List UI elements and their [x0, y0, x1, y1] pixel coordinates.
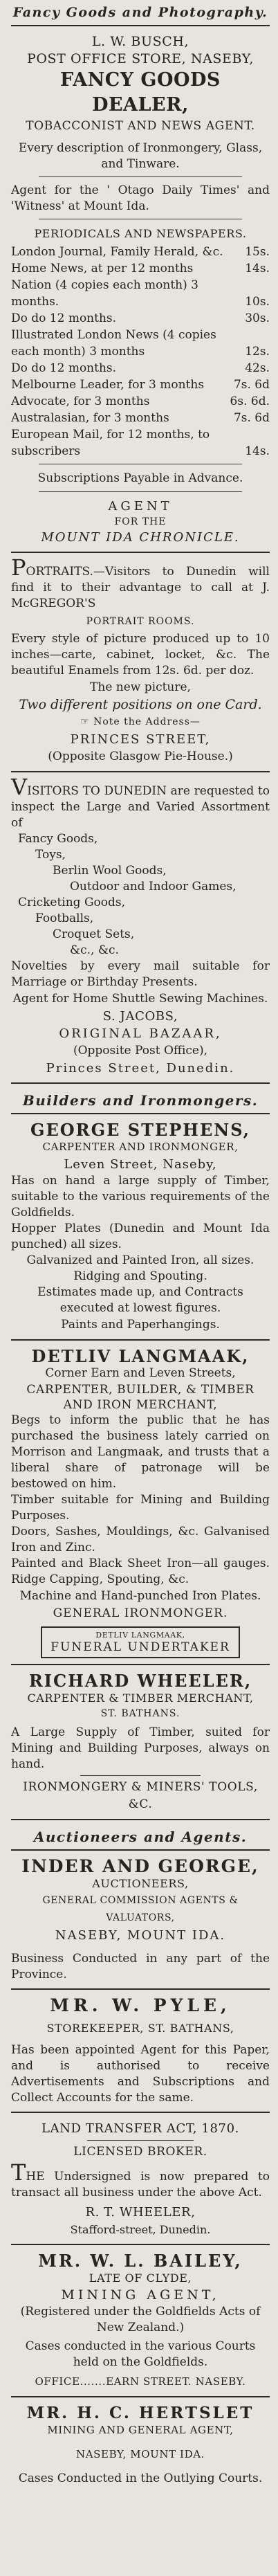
goods-item: Berlin Wool Goods,: [53, 864, 167, 878]
wheeler-name: RICHARD WHEELER,: [28, 1671, 252, 1691]
inder-title: AUCTIONEERS,: [92, 1877, 189, 1890]
mcgregor-advertisement: [11, 554, 270, 765]
busch-advertisement: [11, 33, 270, 546]
divider: [87, 2140, 194, 2141]
hertslet-advertisement: [11, 2404, 270, 2487]
stephens-body-5: Paints and Paperhangings.: [61, 1318, 220, 1332]
price-value: 30s.: [245, 311, 270, 325]
inder-body: Business Conducted in any part of the Province.: [11, 1952, 270, 1981]
stephens-body-3: Galvanized and Painted Iron, all sizes. Ridging and Spouting.: [26, 1253, 254, 1283]
stephens-body-4: Estimates made up, and Contracts executed at lowest figures.: [37, 1285, 243, 1315]
langmaak-name: DETLIV LANGMAAK,: [31, 1346, 250, 1366]
price-value: 12s.: [245, 345, 270, 359]
for-the-label: FOR THE: [114, 516, 167, 527]
price-row: [11, 310, 270, 327]
langmaak-general: GENERAL IRONMONGER.: [53, 1606, 228, 1620]
bailey-body: Cases conducted in the various Courts held on the Goldfields.: [25, 2339, 256, 2369]
mcgregor-note: ☞ Note the Address—: [80, 716, 201, 727]
busch-dealer: FANCY GOODS DEALER,: [60, 69, 221, 116]
wheeler-tools: IRONMONGERY & MINERS' TOOLS, &C.: [23, 1780, 258, 1811]
langmaak-body-1: Begs to inform the public that he has purchased the business lately carried on Morrison and Langmaak, and trusts that a liberal share of patronage will be bestowed on him.: [11, 1413, 270, 1491]
price-item: Australasian, for 3 months: [11, 411, 169, 425]
funeral-box-title: FUNERAL UNDERTAKER: [50, 1640, 230, 1654]
divider: [11, 1819, 270, 1820]
wheeler-trade: CARPENTER & TIMBER MERCHANT,: [27, 1691, 254, 1705]
price-item: Advocate, for 3 months: [11, 394, 150, 408]
divider: [11, 1988, 270, 1990]
price-value: 14s.: [245, 262, 270, 275]
stephens-advertisement: [11, 1121, 270, 1334]
mcgregor-new-picture: The new picture,: [90, 680, 191, 694]
inder-place: NASEBY, MOUNT IDA.: [55, 1928, 226, 1943]
goods-item: Toys,: [35, 848, 66, 862]
hertslet-trade: MINING AND GENERAL AGENT,: [47, 2424, 234, 2436]
price-value: 10s.: [245, 295, 270, 309]
mcgregor-body: Every style of picture produced up to 10 inches—carte, cabinet, locket, &c. The beautiful Enamels from 12s. 6d. per doz.: [11, 632, 270, 678]
langmaak-address: Corner Earn and Leven Streets,: [45, 1366, 236, 1380]
pyle-body: Has been appointed Agent for this Paper, and is authorised to receive Advertisements and Subscriptions and Collect Accounts for the same.: [11, 2043, 270, 2105]
stephens-trade: CARPENTER AND IRONMONGER,: [42, 1141, 239, 1153]
price-row: [11, 244, 270, 260]
langmaak-body-5: Machine and Hand-punched Iron Plates.: [19, 1589, 261, 1603]
jacobs-advertisement: [11, 774, 270, 1077]
price-value: 7s. 6d: [233, 378, 270, 392]
price-row: [11, 393, 270, 410]
price-item: European Mail, for 12 months, to subscribers: [11, 428, 210, 458]
price-item: Nation (4 copies each month) 3 months.: [11, 278, 198, 309]
pyle-trade: STOREKEEPER, ST. BATHANS,: [46, 2022, 234, 2035]
mcgregor-heading: PORTRAITS.—Visitors to Dunedin will find it to their advantage to call at J. McGREGOR'S: [11, 554, 270, 610]
busch-name: L. W. BUSCH,: [91, 34, 189, 49]
section-header-fancy-goods: Fancy Goods and Photography.: [12, 5, 268, 20]
hertslet-name: MR. H. C. HERTSLET: [26, 2404, 254, 2422]
chronicle-title: MOUNT IDA CHRONICLE.: [41, 530, 240, 545]
stephens-name: GEORGE STEPHENS,: [30, 1120, 251, 1140]
divider: [11, 1849, 270, 1851]
periodicals-heading: PERIODICALS AND NEWSPAPERS.: [34, 227, 247, 240]
jacobs-agent: Agent for Home Shuttle Sewing Machines.: [12, 992, 268, 1006]
pyle-name: MR. W. PYLE,: [50, 1995, 231, 2015]
price-row: [11, 410, 270, 426]
inder-desc: GENERAL COMMISSION AGENTS & VALUATORS,: [42, 1895, 239, 1923]
wheeler-place: ST. BATHANS.: [100, 1708, 180, 1719]
divider: [11, 25, 270, 26]
price-item: Do do 12 months.: [11, 361, 117, 375]
hertslet-place: NASEBY, MOUNT IDA.: [76, 2448, 205, 2460]
land-broker: LICENSED BROKER.: [73, 2145, 207, 2159]
price-item: Illustrated London News (4 copies each month) 3 months: [11, 328, 216, 359]
stephens-body-1: Has on hand a large supply of Timber, suitable to the various requirements of the Goldfields.: [11, 1174, 270, 1219]
jacobs-address: Princes Street, Dunedin.: [46, 1061, 235, 1076]
price-item: Home News, at per 12 months: [11, 262, 194, 275]
busch-ironmongery: Every description of Ironmongery, Glass, and Tinware.: [18, 141, 263, 171]
price-value: 14s.: [245, 444, 270, 458]
land-transfer-advertisement: [11, 2120, 270, 2238]
mcgregor-street: PRINCES STREET,: [70, 732, 211, 747]
langmaak-body-2: Timber suitable for Mining and Building Purposes.: [11, 1493, 270, 1523]
price-row: [11, 360, 270, 377]
goods-item: Cricketing Goods,: [18, 896, 126, 909]
section-header-auctioneers: Auctioneers and Agents.: [33, 1829, 248, 1845]
periodicals-price-list: [11, 244, 270, 460]
price-row: [11, 377, 270, 393]
langmaak-advertisement: [11, 1348, 270, 1658]
busch-store: POST OFFICE STORE, NASEBY,: [26, 51, 254, 66]
mcgregor-opposite: (Opposite Glasgow Pie-House.): [48, 750, 233, 763]
mcgregor-positions: Two different positions on one Card.: [19, 697, 262, 712]
price-item: Melbourne Leader, for 3 months: [11, 378, 205, 392]
funeral-box-name: DETLIV LANGMAAK,: [95, 1631, 185, 1640]
langmaak-body-3: Doors, Sashes, Mouldings, &c. Galvanised Iron and Zinc.: [11, 1525, 270, 1554]
price-item: Do do 12 months.: [11, 311, 117, 325]
goods-item: &c., &c.: [70, 943, 119, 957]
divider: [11, 1664, 270, 1665]
bailey-advertisement: [11, 2252, 270, 2391]
bailey-trade: MINING AGENT,: [61, 2287, 220, 2303]
bailey-reg: (Registered under the Goldfields Acts of New Zealand.): [20, 2305, 261, 2334]
divider: [11, 1339, 270, 1341]
inder-advertisement: [11, 1858, 270, 1983]
divider: [11, 552, 270, 553]
bailey-late: LATE OF CLYDE,: [89, 2271, 192, 2285]
price-value: 7s. 6d: [233, 411, 270, 425]
price-item: London Journal, Family Herald, &c.: [11, 245, 223, 259]
divider: [11, 2112, 270, 2113]
jacobs-name: S. JACOBS,: [102, 1009, 178, 1024]
price-value: 15s.: [245, 245, 270, 259]
pyle-advertisement: [11, 1997, 270, 2106]
langmaak-trade: CARPENTER, BUILDER, & TIMBER AND IRON MERCHANT,: [26, 1383, 254, 1412]
jacobs-heading: VISITORS TO DUNEDIN are requested to inspect the Large and Varied Assortment of: [11, 774, 270, 830]
jacobs-opposite: (Opposite Post Office),: [73, 1044, 208, 1058]
section-header-builders: Builders and Ironmongers.: [22, 1092, 259, 1109]
jacobs-goods-list: [11, 831, 270, 959]
bailey-office: OFFICE.......EARN STREET. NASEBY.: [35, 2375, 246, 2388]
divider: [11, 1113, 270, 1114]
wheeler-advertisement: [11, 1672, 270, 1813]
price-row: [11, 277, 270, 310]
funeral-undertaker-box: [41, 1626, 240, 1658]
price-value: 6s. 6d.: [230, 394, 270, 408]
land-title: LAND TRANSFER ACT, 1870.: [41, 2121, 239, 2136]
price-row: [11, 260, 270, 277]
divider: [39, 176, 242, 177]
agent-label: AGENT: [108, 499, 173, 514]
price-value: 42s.: [245, 361, 270, 375]
divider: [11, 2244, 270, 2245]
busch-agent-note: Agent for the ' Otago Daily Times' and 'Witness' at Mount Ida.: [11, 183, 270, 213]
wheeler-body: A Large Supply of Timber, suited for Mining and Building Purposes, always on hand.: [11, 1725, 270, 1771]
divider: [39, 491, 242, 492]
goods-item: Croquet Sets,: [53, 927, 135, 941]
divider: [80, 1775, 201, 1776]
mcgregor-rooms: PORTRAIT ROOMS.: [86, 616, 195, 627]
land-address: Stafford-street, Dunedin.: [70, 2223, 211, 2236]
jacobs-bazaar: ORIGINAL BAZAAR,: [59, 1026, 222, 1041]
divider: [11, 2396, 270, 2397]
busch-tobacconist: TOBACCONIST AND NEWS AGENT.: [26, 119, 255, 133]
stephens-body-2: Hopper Plates (Dunedin and Mount Ida punched) all sizes.: [11, 1222, 270, 1251]
price-row: [11, 327, 270, 360]
inder-name: INDER AND GEORGE,: [21, 1856, 259, 1876]
land-name: R. T. WHEELER,: [85, 2205, 196, 2220]
land-body: THE Undersigned is now prepared to transact all business under the above Act.: [11, 2159, 270, 2199]
stephens-address: Leven Street, Naseby,: [64, 1157, 217, 1172]
subscriptions-note: Subscriptions Payable in Advance.: [37, 471, 243, 485]
goods-item: Fancy Goods,: [18, 832, 98, 846]
hertslet-body: Cases Conducted in the Outlying Courts.: [18, 2471, 263, 2485]
jacobs-novelties: Novelties by every mail suitable for Marriage or Birthday Presents.: [11, 959, 270, 989]
bailey-name: MR. W. L. BAILEY,: [38, 2251, 243, 2271]
divider: [11, 771, 270, 772]
goods-item: Outdoor and Indoor Games,: [70, 880, 237, 894]
langmaak-body-4: Painted and Black Sheet Iron—all gauges. Ridge Capping, Spouting, &c.: [11, 1557, 270, 1586]
goods-item: Footballs,: [35, 911, 94, 925]
price-row: [11, 426, 270, 460]
divider: [11, 1082, 270, 1084]
